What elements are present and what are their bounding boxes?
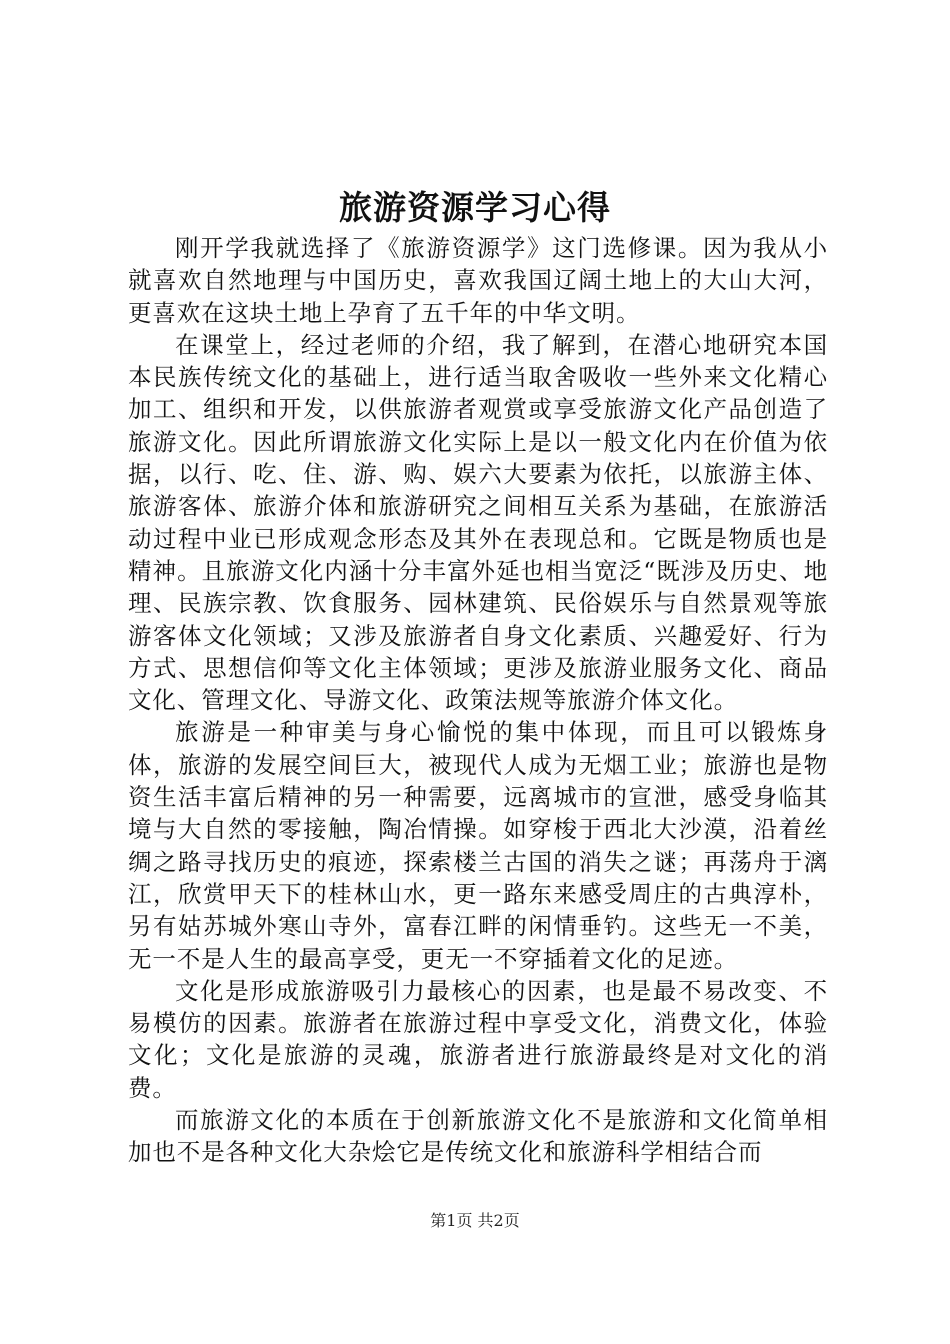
paragraph-1: 刚开学我就选择了《旅游资源学》这门选修课。因为我从小就喜欢自然地理与中国历史，喜欢我国辽阔土地上的大山大河，更喜欢在这块土地上孕育了五千年的中华文明。 [128,234,828,327]
paragraph-5: 而旅游文化的本质在于创新旅游文化不是旅游和文化简单相加也不是各种文化大杂烩它是传统文化和旅游科学相结合而 [128,1106,828,1167]
document-body [128,232,828,1169]
page-footer: 第1页 共2页 [430,1211,520,1230]
paragraph-4: 文化是形成旅游吸引力最核心的因素，也是最不易改变、不易模仿的因素。旅游者在旅游过程中享受文化，消费文化，体验文化；文化是旅游的灵魂，旅游者进行旅游最终是对文化的消费。 [128,976,828,1102]
document-title: 旅游资源学习心得 [339,188,611,227]
paragraph-3: 旅游是一种审美与身心愉悦的集中体现，而且可以锻炼身体，旅游的发展空间巨大，被现代人成为无烟工业；旅游也是物资生活丰富后精神的另一种需要，远离城市的宣泄，感受身临其境与大自然的零接触，陶冶情操。如穿梭于西北大沙漠，沿着丝绸之路寻找历史的痕迹，探索楼兰古国的消失之谜；再荡舟于漓江，欣赏甲天下的桂林山水，更一路东来感受周庄的古典淳朴，另有姑苏城外寒山寺外，富春江畔的闲情垂钓。这些无一不美，无一不是人生的最高享受，更无一不穿插着文化的足迹。 [128,718,828,973]
paragraph-2: 在课堂上，经过老师的介绍，我了解到，在潜心地研究本国本民族传统文化的基础上，进行适当取舍吸收一些外来文化精心加工、组织和开发，以供旅游者观赏或享受旅游文化产品创造了旅游文化。因此所谓旅游文化实际上是以一般文化内在价值为依据，以行、吃、住、游、购、娱六大要素为依托，以旅游主体、旅游客体、旅游介体和旅游研究之间相互关系为基础，在旅游活动过程中业已形成观念形态及其外在表现总和。它既是物质也是精神。且旅游文化内涵十分丰富外延也相当宽泛“既涉及历史、地理、民族宗教、饮食服务、园林建筑、民俗娱乐与自然景观等旅游客体文化领域；又涉及旅游者自身文化素质、兴趣爱好、行为方式、思想信仰等文化主体领域；更涉及旅游业服务文化、商品文化、管理文化、导游文化、政策法规等旅游介体文化。 [128,330,828,715]
